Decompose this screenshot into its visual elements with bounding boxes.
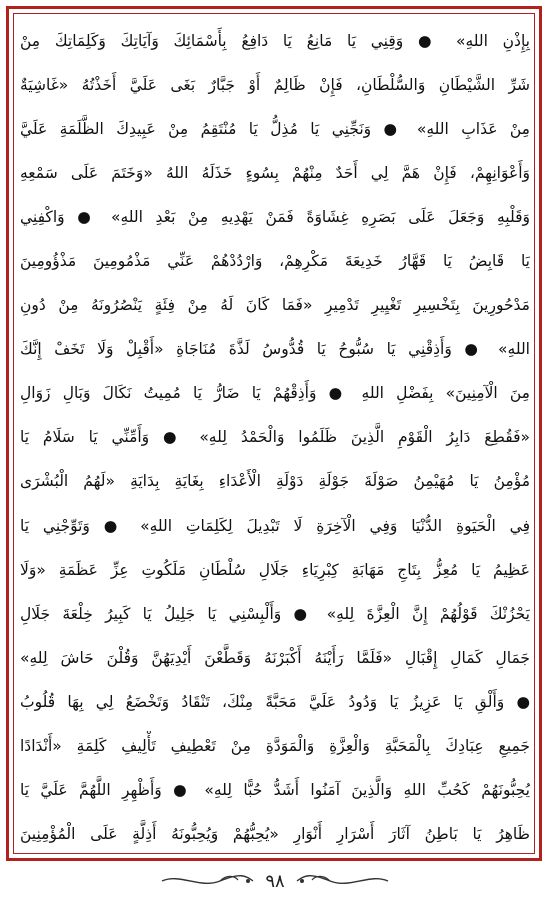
- text-line: جَمَالِ كَمَالِ إِقْبَالِ «فَلَمَّا رَأَيْنَهُ أَكْبَرْنَهُ وَقَطَّعْنَ أَيْدِيَهُنَّ وَقُلْنَ حَاشَ لِلهِ»: [20, 648, 530, 667]
- text-line: يُحِبُّونَهُمْ كَحُبِّ اللهِ وَالَّذِينَ آمَنُوا أَشَدُّ حُبًّا لِلهِ» ● وَأَظْهِرِ اللَّهُمَّ عَلَيَّ يَا: [20, 780, 530, 799]
- page-footer: [0, 866, 550, 896]
- left-ornament-icon: [160, 871, 255, 891]
- text-line: يَحْزُنْكَ قَوْلُهُمْ إِنَّ الْعِزَّةَ لِلهِ» ● وَأَلْبِسْنِي يَا جَلِيلُ يَا كَبِيرُ خِلْعَةَ جَلَالِ: [20, 604, 530, 623]
- text-line: مِنَ الْآمِنِينَ» بِفَضْلِ اللهِ ● وَأَذِقْهُمْ يَا ضَارُّ يَا مُمِيتُ نَكَالَ وَبَالِ زَوَالِ: [20, 384, 530, 403]
- text-line: شَرِّ الشَّيْطَانِ وَالسُّلْطَانِ، فَإِنْ ظَالِمٌ أَوْ جَبَّارٌ بَغَى عَلَيَّ أَخَذْتُهُ «غَاشِيَةٌ: [20, 76, 530, 95]
- text-line: مِنْ عَذَابِ اللهِ» ● وَنَجِّنِي يَا مُذِلُّ يَا مُنْتَقِمُ مِنْ عَبِيدِكَ الظَّلَمَةِ عَلَيَّ: [20, 120, 530, 139]
- text-line: وَقَلْبِهِ وَجَعَلَ عَلَى بَصَرِهِ غِشَاوَةً فَمَنْ يَهْدِيهِ مِنْ بَعْدِ اللهِ» ● وَاكْفِنِي: [20, 208, 530, 227]
- text-line: جَمِيعِ عِبَادِكَ بِالْمَحَبَّةِ وَالْعِزَّةِ وَالْمَوَدَّةِ مِنْ تَعْطِيفِ تَأْلِيفِ كَلِمَةِ «أَنْدَادًا: [20, 736, 530, 755]
- text-line: «فَقُطِعَ دَابِرُ الْقَوْمِ الَّذِينَ ظَلَمُوا وَالْحَمْدُ لِلهِ» ● وَأَمِّنِّي يَا سَلَامُ يَا: [20, 428, 530, 447]
- text-line: مَدْحُورِينَ بِتَخْسِيرِ تَغْيِيرِ تَدْمِيرِ «فَمَا كَانَ لَهُ مِنْ فِئَةٍ يَنْصُرُونَهُ مِنْ دُونِ: [20, 296, 530, 315]
- prayer-text-block: [20, 20, 530, 855]
- text-line: وَأَعْوَانِهِمْ، فَإِنْ هَمَّ لِي أَحَدٌ مِنْهُمْ بِسُوءٍ خَذَلَهُ اللهُ «وَخَتَمَ عَلَى سَمْعِهِ: [20, 164, 530, 183]
- text-line: مُؤْمِنُ يَا مُهَيْمِنُ صَوْلَةَ جَوْلَةِ دَوْلَةِ الْأَعْدَاءِ بِغَايَةِ بِدَايَةِ «لَهُمُ الْبُشْرَى: [20, 472, 530, 491]
- text-line: فِي الْحَيَوةِ الدُّنْيَا وَفِي الْآخِرَةِ لَا تَبْدِيلَ لِكَلِمَاتِ اللهِ» ● وَتَوِّجْنِي يَا: [20, 516, 530, 535]
- text-line: يَا قَابِضُ يَا قَهَّارُ خَدِيعَةَ مَكْرِهِمْ، وَارْدُدْهُمْ عَنِّي مَذْمُومِينَ مَذْؤُومِينَ: [20, 252, 530, 271]
- text-line: ظَاهِرُ يَا بَاطِنُ آثَارَ أَسْرَارِ أَنْوَارِ «يُحِبُّهُمْ وَيُحِبُّونَهُ أَذِلَّةٍ عَلَى الْمُؤْمِنِينَ: [20, 824, 530, 843]
- text-line: ● وَأَلْقِ يَا عَزِيزُ يَا وَدُودُ عَلَيَّ مَحَبَّةً مِنْكَ، تَنْقَادُ وَتَخْضَعُ لِي بِهَا قُلُوبُ: [20, 692, 530, 711]
- page-number: ٩٨: [265, 870, 285, 892]
- text-line: اللهِ» ● وَأَذِقْنِي يَا سُبُّوحُ يَا قُدُّوسُ لَذَّةَ مُنَاجَاةِ «أَقْبِلْ وَلَا تَخَفْ إِنَّكَ: [20, 340, 530, 359]
- text-line: عَظِيمُ يَا مُعِزُّ بِتَاجِ مَهَابَةِ كِبْرِيَاءِ جَلَالِ سُلْطَانِ مَلَكُوتِ عِزِّ عَظَمَةِ «وَلَا: [20, 560, 530, 579]
- right-ornament-icon: [295, 871, 390, 891]
- text-line: بِإِذْنِ اللهِ» ● وَقِنِي يَا مَانِعُ يَا دَافِعُ بِأَسْمَائِكَ وَآيَاتِكَ وَكَلِمَاتِكَ مِنْ: [20, 32, 530, 50]
